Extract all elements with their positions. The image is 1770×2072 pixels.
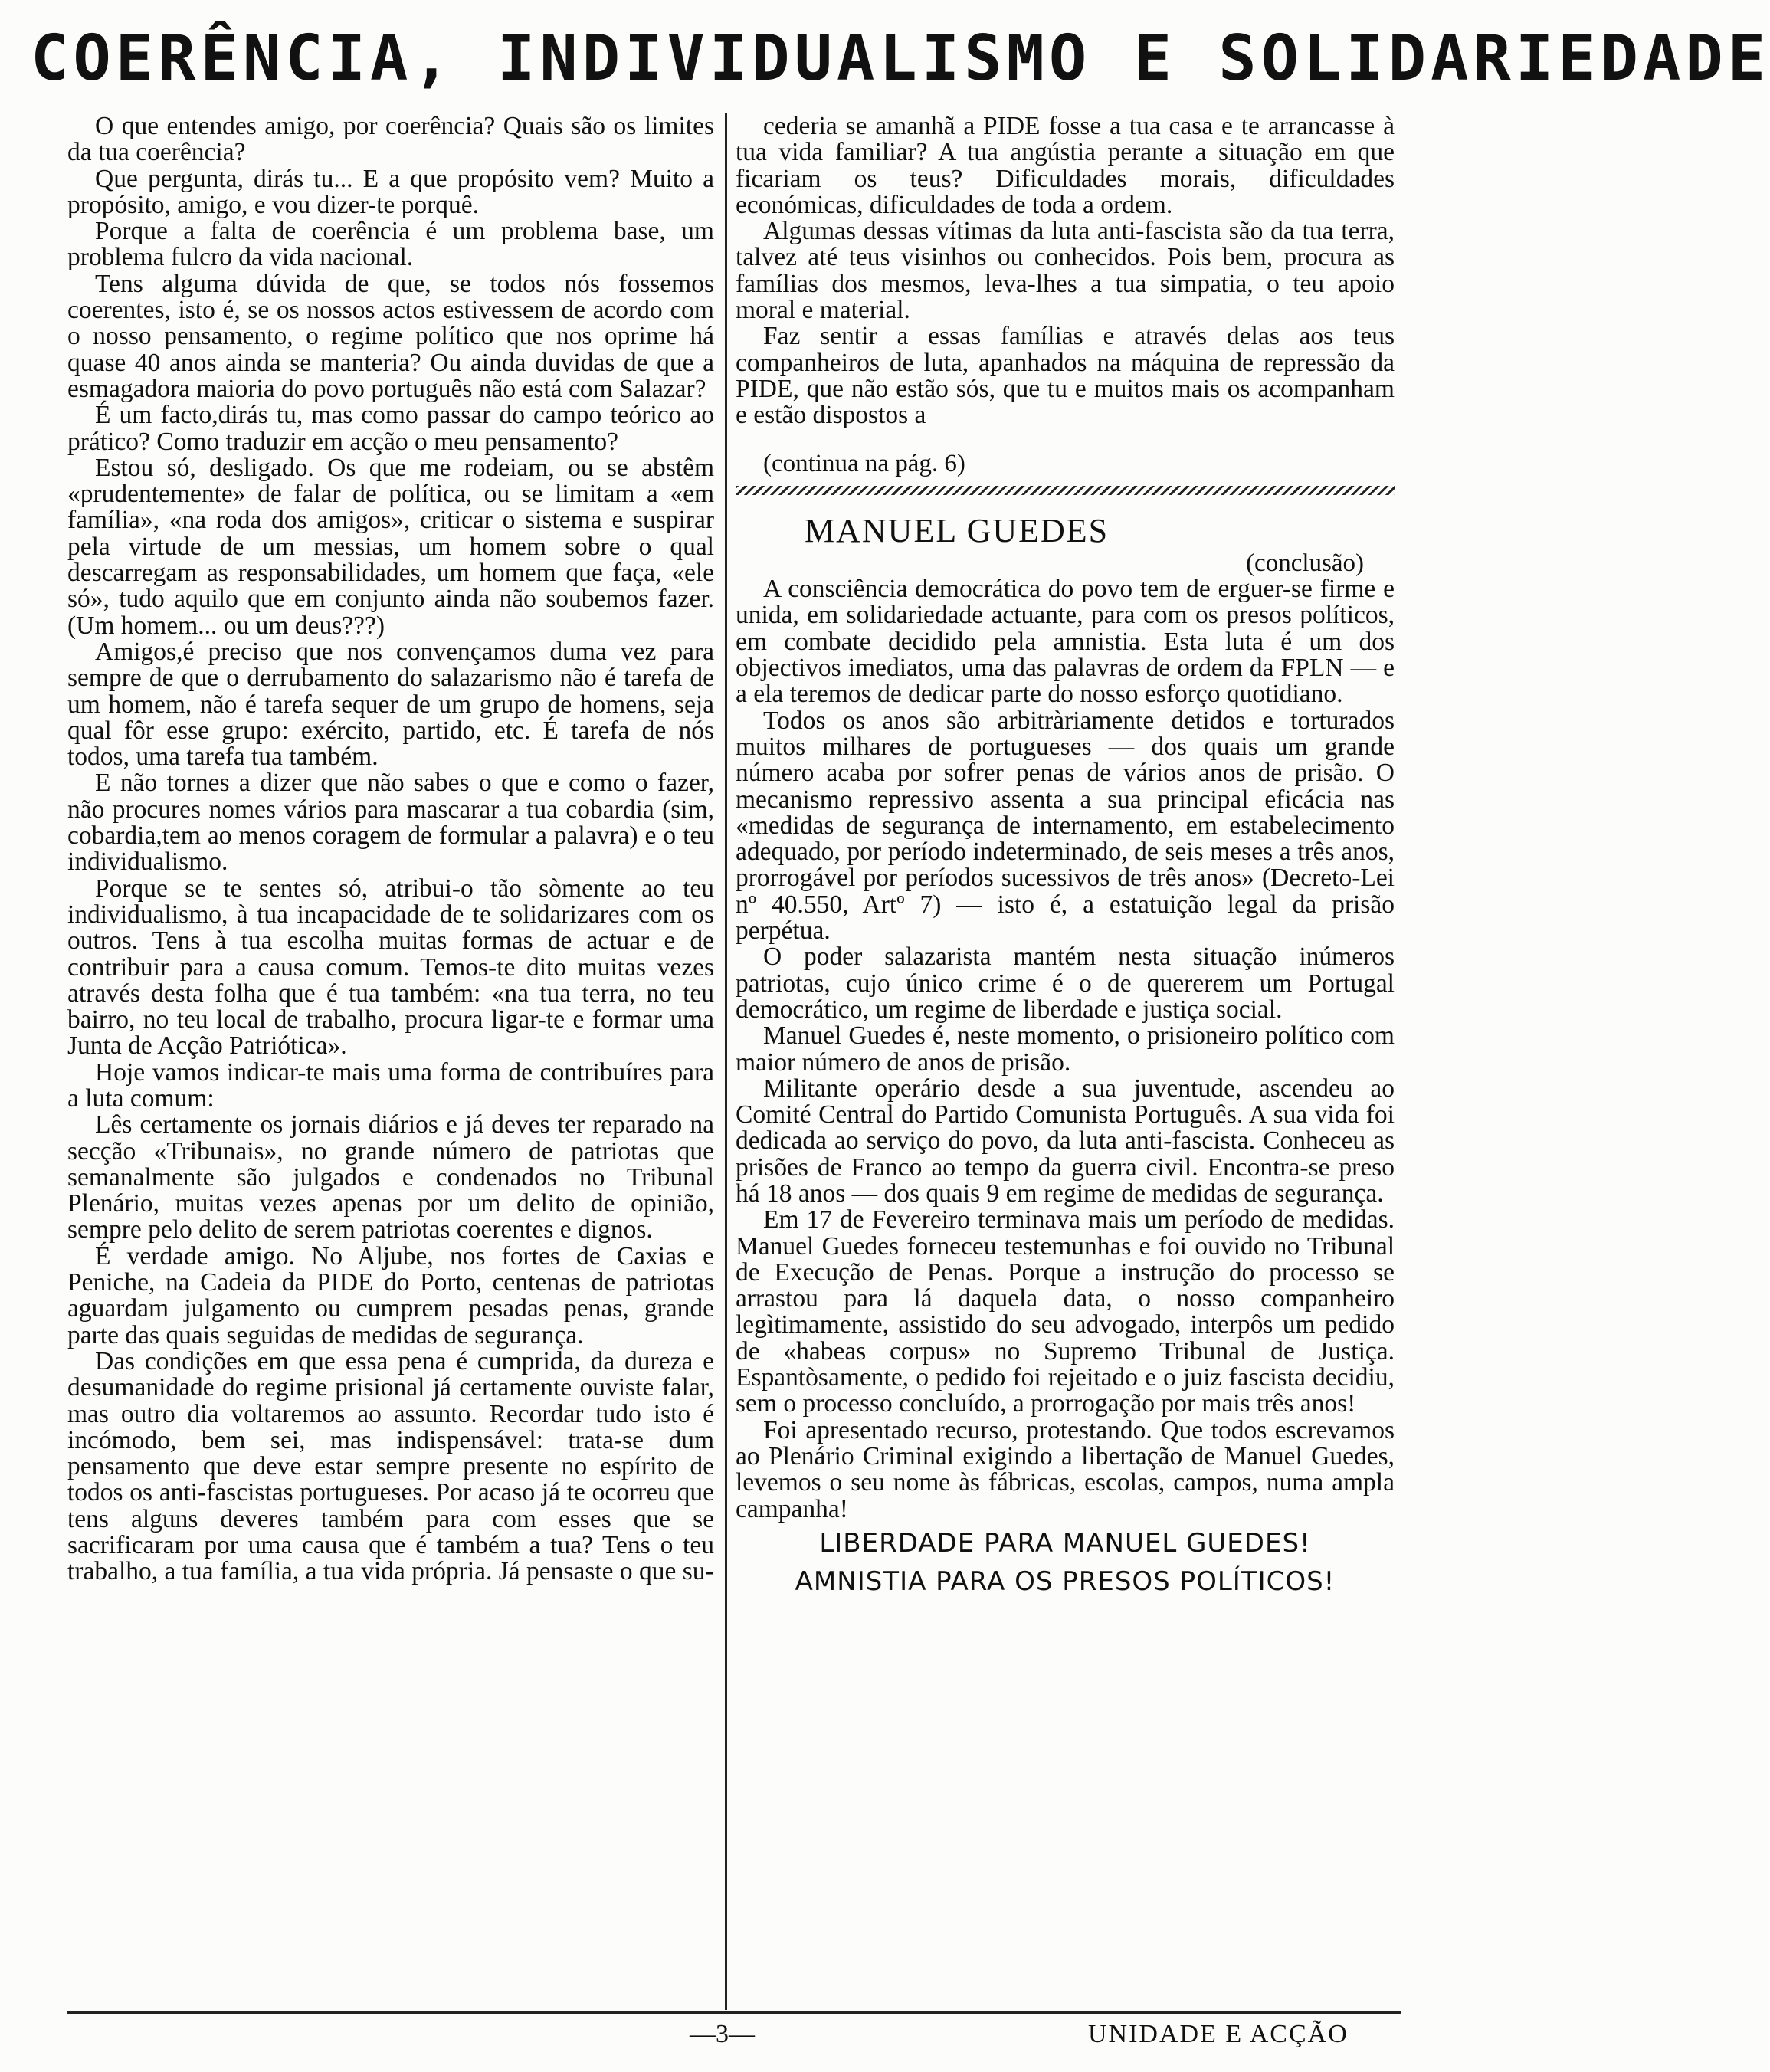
paragraph: Algumas dessas vítimas da luta anti-fascista são da tua terra, talvez até teus visinhos ou conhecidos. Pois bem, procura as famílias dos mesmos, leva-lhes a tua simpatia, o teu apoio moral e material. xyxy=(736,217,1395,325)
slogan-liberdade: LIBERDADE PARA MANUEL GUEDES! xyxy=(819,1527,1311,1559)
paragraph: É verdade amigo. No Aljube, nos fortes de Caxias e Peniche, na Cadeia da PIDE do Porto, centenas de patriotas aguardam julgamento ou cumprem pesadas penas, grande parte das quais seguidas de medidas de segurança. xyxy=(67,1241,714,1349)
page-number: —3— xyxy=(690,2020,755,2048)
paragraph: Foi apresentado recurso, protestando. Que todos escrevamos ao Plenário Criminal exigindo a libertação de Manuel Guedes, levemos o seu nome às fábricas, escolas, campos, numa ampla campanha! xyxy=(736,1415,1395,1523)
paragraph: A consciência democrática do povo tem de erguer-se firme e unida, em solidariedade actuante, para com os presos políticos, em combate decidido pela amnistia. Esta luta é um dos objectivos imediatos, uma das palavras de ordem da FPLN — e a ela teremos de dedicar parte do nosso esforço quotidiano. xyxy=(736,575,1395,709)
paragraph: É um facto,dirás tu, mas como passar do campo teórico ao prático? Como traduzir em acção o meu pensamento? xyxy=(67,401,714,456)
paragraph: cederia se amanhã a PIDE fosse a tua casa e te arrancasse à tua vida familiar? A tua angústia perante a situação em que ficariam os teus? Dificuldades morais, dificuldades económicas, dificuldades de toda a ordem. xyxy=(736,112,1395,219)
publication-name: UNIDADE E ACÇÃO xyxy=(1088,2020,1349,2048)
paragraph: Tens alguma dúvida de que, se todos nós fossemos coerentes, isto é, se os nossos actos estivessem de acordo com o nosso pensamento, o regime político que nos oprime há quase 40 anos ainda se manteria? Ou ainda duvidas de que a esmagadora maioria do povo português não está com Salazar? xyxy=(67,269,714,403)
paragraph: Que pergunta, dirás tu... E a que propósito vem? Muito a propósito, amigo, e vou dizer-te porquê. xyxy=(67,164,714,219)
paragraph: Porque a falta de coerência é um problema base, um problema fulcro da vida nacional. xyxy=(67,217,714,272)
paragraph: E não tornes a dizer que não sabes o que e como o fazer, não procures nomes vários para mascarar a tua cobardia (sim, cobardia,tem ao menos coragem de formular a palavra) e o teu individualismo. xyxy=(67,769,714,877)
footer-rule xyxy=(67,2011,1401,2014)
paragraph: Lês certamente os jornais diários e já deves ter reparado na secção «Tribunais», no grande número de patriotas que semanalmente são julgados e condenados no Tribunal Plenário, muitas vezes apenas por um delito de opinião, sempre pelo delito de serem patriotas coerentes e dignos. xyxy=(67,1110,714,1244)
page-headline: COERÊNCIA, INDIVIDUALISMO E SOLIDARIEDADE xyxy=(31,22,1770,95)
paragraph: Estou só, desligado. Os que me rodeiam, ou se abstêm «prudentemente» de falar de política, ou se limitam a «em família», «na roda dos amigos», criticar o sistema e suspirar pela virtude de um messias, um homem sobre o qual descarregam as responsabilidades, um homem que faça, «ele só», tudo aquilo que em conjunto ainda não soubemos fazer. (Um homem... ou um deus???) xyxy=(67,453,714,640)
paragraph: Em 17 de Fevereiro terminava mais um período de medidas. Manuel Guedes forneceu testemunhas e foi ouvido no Tribunal de Execução de Penas. Porque a instrução do processo se arrastou para lá daquela data, o nosso companheiro legìtimamente, assistido do seu advogado, interpôs um pedido de «habeas corpus» no Supremo Tribunal de Justiça. Espantòsamente, o pedido foi rejeitado e o juiz fascista decidiu, sem o processo concluído, a prorrogação por mais três anos! xyxy=(736,1205,1395,1418)
article-subtitle: (conclusão) xyxy=(1246,549,1364,577)
paragraph: Todos os anos são arbitràriamente detidos e torturados muitos milhares de portugueses — dos quais um grande número acaba por sofrer penas de vários anos de prisão. O mecanismo repressivo assenta a sua principal eficácia nas «medidas de segurança de internamento, em estabelecimento adequado, por período indeterminado, de seis meses a três anos, prorrogável por períodos sucessivos de três anos» (Decreto-Lei nº 40.550, Artº 7) — isto é, a estatuição legal da prisão perpétua. xyxy=(736,706,1395,946)
paragraph: Porque se te sentes só, atribui-o tão sòmente ao teu individualismo, à tua incapacidade de te solidarizares com os outros. Tens à tua escolha muitas formas de actuar e de contribuir para a causa comum. Temos-te dito muitas vezes através desta folha que é tua também: «na tua terra, no teu bairro, no teu local de trabalho, procura ligar-te e formar uma Junta de Acção Patriótica». xyxy=(67,874,714,1061)
paragraph: Das condições em que essa pena é cumprida, da dureza e desumanidade do regime prisional já certamente ouviste falar, mas outro dia voltaremos ao assunto. Recordar tudo isto é incómodo, bem sei, mas indispensável: trata-se dum pensamento que deve estar sempre presente no espírito de todos os anti-fascistas portugueses. Por acaso já te ocorreu que tens alguns deveres também para com esses que se sacrificaram por uma causa que é também a tua? Tens o teu trabalho, a tua família, a tua vida própria. Já pensaste o que su- xyxy=(67,1346,714,1586)
paragraph: O que entendes amigo, por coerência? Quais são os limites da tua coerência? xyxy=(67,112,714,167)
paragraph: O poder salazarista mantém nesta situação inúmeros patriotas, cujo único crime é o de quererem um Portugal democrático, um regime de liberdade e justiça social. xyxy=(736,943,1395,1024)
right-column xyxy=(736,113,1395,1983)
article-title: MANUEL GUEDES xyxy=(805,511,1110,549)
continued-note: (continua na pág. 6) xyxy=(763,449,965,477)
left-column xyxy=(67,113,714,1983)
paragraph: Militante operário desde a sua juventude, ascendeu ao Comité Central do Partido Comunista Português. A sua vida foi dedicada ao serviço do povo, da luta anti-fascista. Conheceu as prisões de Franco ao tempo da guerra civil. Encontra-se preso há 18 anos — dos quais 9 em regime de medidas de segurança. xyxy=(736,1074,1395,1208)
paragraph: Amigos,é preciso que nos convençamos duma vez para sempre de que o derrubamento do salazarismo não é tarefa de um homem, não é tarefa sequer de um grupo de homens, seja qual fôr esse grupo: exército, partido, etc. É tarefa de nós todos, uma tarefa tua também. xyxy=(67,637,714,772)
paragraph: Manuel Guedes é, neste momento, o prisioneiro político com maior número de anos de prisão. xyxy=(736,1021,1395,1077)
column-divider xyxy=(725,113,727,2010)
paragraph: Faz sentir a essas famílias e através delas aos teus companheiros de luta, apanhados na máquina de repressão da PIDE, que não estão sós, que tu e muitos mais os acompanham e estão dispostos a xyxy=(736,322,1395,430)
paragraph: Hoje vamos indicar-te mais uma forma de contribuíres para a luta comum: xyxy=(67,1057,714,1113)
slogan-amnistia: AMNISTIA PARA OS PRESOS POLÍTICOS! xyxy=(795,1565,1336,1597)
section-divider xyxy=(736,486,1395,495)
